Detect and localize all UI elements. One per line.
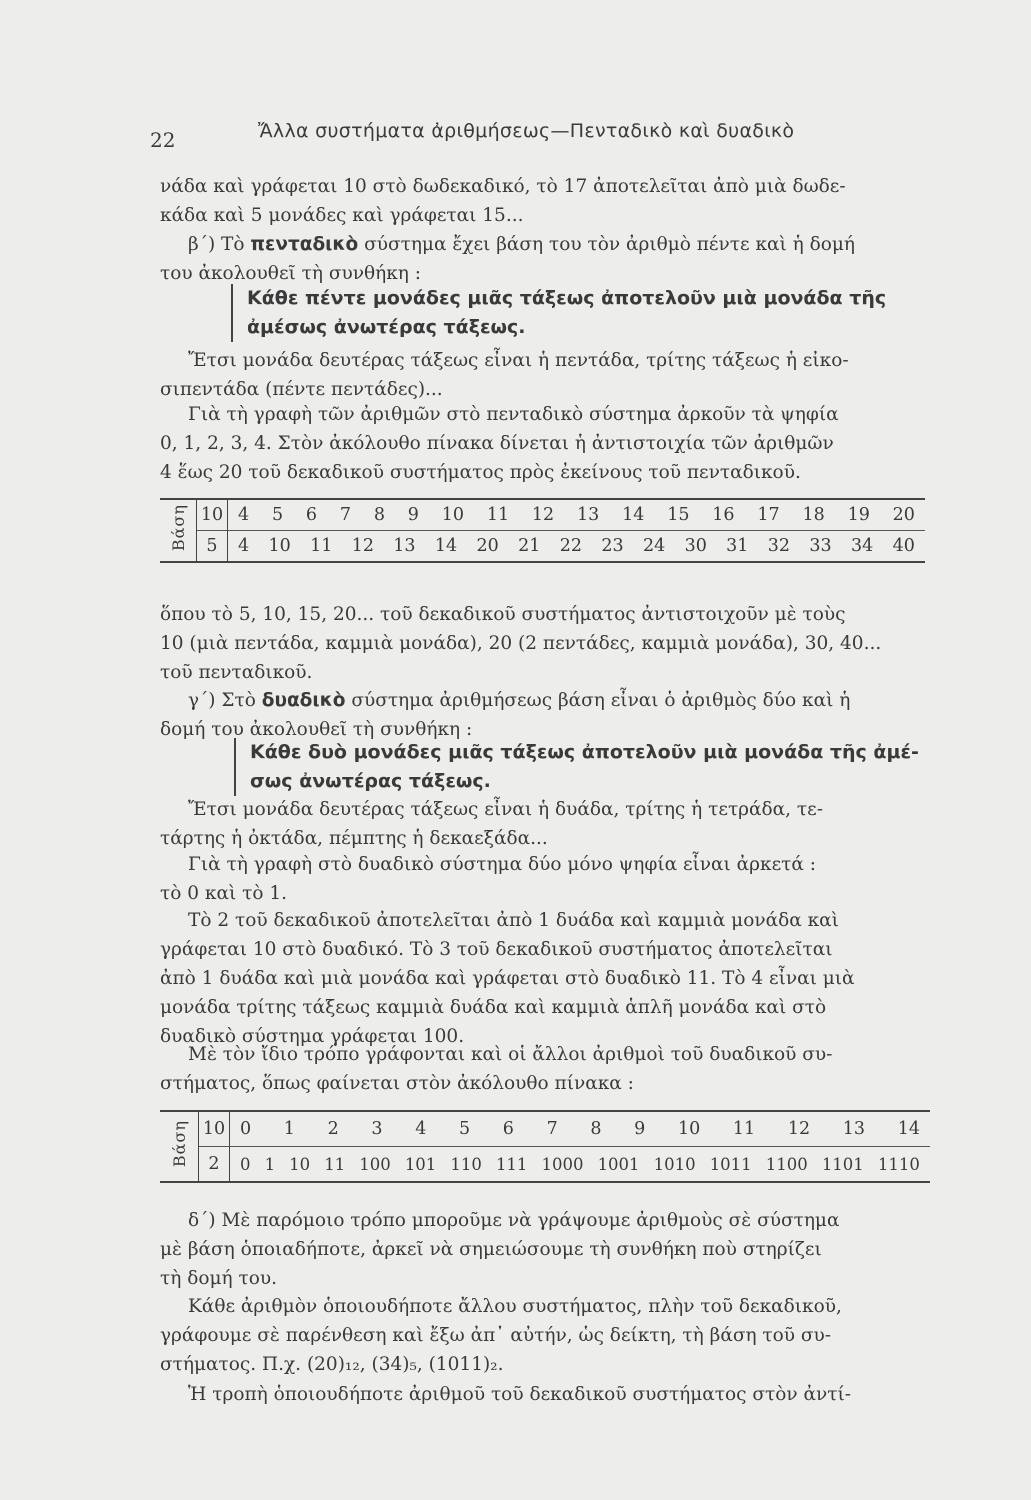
text-line: δομή του ἀκολουθεῖ τὴ συνθήκη : (160, 719, 473, 740)
text-line: Ἔτσι μονάδα δευτέρας τάξεως εἶναι ἡ πεντάδα, τρίτης τάξεως ἡ εἰκο- (188, 350, 849, 371)
text-line: τάρτης ἡ ὀκτάδα, πέμπτης ἡ δεκαεξάδα... (160, 828, 548, 849)
paragraph-13 (160, 1380, 930, 1409)
table-cell: 3 (371, 1119, 383, 1139)
table-cell: 18 (802, 505, 825, 525)
table-cell: 6 (305, 505, 318, 525)
rule-line: ἀμέσως ἀνωτέρας τάξεως. (247, 316, 526, 338)
table-cell: 12 (351, 536, 374, 556)
table-cell: 100 (359, 1154, 391, 1174)
table-binary (160, 1110, 930, 1183)
table-cell: 20 (892, 505, 915, 525)
base-label: Βάση (169, 1120, 189, 1168)
paragraph-8 (160, 850, 930, 908)
paragraph-4 (160, 400, 930, 487)
values-cell (230, 1147, 931, 1183)
table-cell: 32 (767, 536, 791, 556)
table-cell: 30 (684, 536, 707, 556)
table-cell: 101 (404, 1154, 437, 1174)
text-line: 0, 1, 2, 3, 4. Στὸν ἀκόλουθο πίνακα δίνεται ἡ ἀντιστοιχία τῶν ἀριθμῶν (160, 433, 834, 454)
text-line: τὴ δομή του. (160, 1268, 277, 1289)
paragraph-7 (160, 795, 930, 853)
table-cell: 5 (458, 1119, 471, 1139)
table-cell: 33 (809, 536, 832, 556)
values-cell (230, 1111, 931, 1147)
table-cell: 4 (238, 536, 250, 556)
text-line: Κάθε ἀριθμὸν ὁποιουδήποτε ἄλλου συστήματος, πλὴν τοῦ δεκαδικοῦ, (188, 1296, 842, 1317)
table-cell: 10 (441, 505, 464, 525)
text-line (160, 230, 930, 259)
paragraph-6 (160, 686, 930, 744)
paragraph-5 (160, 600, 930, 687)
text-line: γράφεται 10 στὸ δυαδικό. Τὸ 3 τοῦ δεκαδικοῦ συστήματος ἀποτελεῖται (160, 939, 833, 960)
text-fragment: σύστημα ἀριθμήσεως βάση εἶναι ὁ ἀριθμὸς δύο καὶ ἡ (345, 690, 851, 711)
paragraph-11 (160, 1206, 930, 1293)
table-row (160, 531, 925, 563)
table-cell: 19 (847, 505, 870, 525)
running-head: Ἄλλα συστήματα ἀριθμήσεως—Πενταδικὸ καὶ δυαδικὸ (258, 120, 795, 142)
table-cell: 0 (240, 1154, 251, 1174)
table-cell: 7 (546, 1119, 558, 1139)
table-cell: 12 (787, 1119, 811, 1139)
table-cell: 1101 (821, 1154, 864, 1174)
rule-line: Κάθε δυὸ μονάδες μιᾶς τάξεως ἀποτελοῦν μιὰ μονάδα τῆς ἀμέ- (250, 741, 919, 763)
values-cell (228, 499, 926, 531)
values-row (240, 1119, 920, 1139)
base-cell: 5 (197, 531, 228, 563)
term-binary: δυαδικὸ (261, 690, 346, 711)
table-cell: 34 (851, 536, 874, 556)
table-cell: 20 (476, 536, 499, 556)
text-line: δυαδικὸ σύστημα γράφεται 100. (160, 1026, 465, 1047)
paragraph-3 (160, 346, 930, 404)
text-line: Ἔτσι μονάδα δευτέρας τάξεως εἶναι ἡ δυάδα, τρίτης ἡ τετράδα, τε- (188, 799, 824, 820)
text-line: κάδα καὶ 5 μονάδες καὶ γράφεται 15... (160, 205, 524, 226)
table-cell: 15 (667, 505, 690, 525)
table-cell: 40 (892, 536, 915, 556)
table-cell: 1001 (597, 1154, 640, 1174)
table-cell: 14 (622, 505, 645, 525)
text-line: Ἡ τροπὴ ὁποιουδήποτε ἀριθμοῦ τοῦ δεκαδικοῦ συστήματος στὸν ἀντί- (188, 1384, 852, 1405)
rule-line: Κάθε πέντε μονάδες μιᾶς τάξεως ἀποτελοῦν μιὰ μονάδα τῆς (247, 287, 887, 309)
rule-line: σως ἀνωτέρας τάξεως. (250, 770, 491, 792)
base-label-cell (160, 1111, 199, 1182)
text-line: στήματος. Π.χ. (20)₁₂, (34)₅, (1011)₂. (160, 1354, 504, 1375)
text-line: σιπεντάδα (πέντε πεντάδες)... (160, 379, 443, 400)
text-line: Τὸ 2 τοῦ δεκαδικοῦ ἀποτελεῖται ἀπὸ 1 δυάδα καὶ καμμιὰ μονάδα καὶ (188, 910, 839, 931)
table-cell: 1010 (653, 1154, 696, 1174)
table-cell: 5 (271, 505, 284, 525)
table-cell: 0 (240, 1119, 252, 1139)
table-cell: 14 (897, 1119, 920, 1139)
table-cell: 31 (726, 536, 749, 556)
base-label-cell (160, 499, 197, 562)
table-cell: 23 (601, 536, 624, 556)
rule-box-pentadic (231, 284, 886, 342)
table-cell: 12 (531, 505, 555, 525)
table-cell: 21 (518, 536, 541, 556)
base-cell: 10 (197, 499, 228, 531)
table-cell: 8 (590, 1119, 602, 1139)
table-cell: 1011 (709, 1154, 752, 1174)
table-cell: 1 (283, 1119, 295, 1139)
text-line: Γιὰ τὴ γραφὴ τῶν ἀριθμῶν στὸ πενταδικὸ σύστημα ἀρκοῦν τὰ ψηφία (188, 404, 839, 425)
table-cell: 11 (486, 505, 510, 525)
table-cell: 1000 (541, 1154, 584, 1174)
text-line: Μὲ τὸν ἴδιο τρόπο γράφονται καὶ οἱ ἄλλοι ἀριθμοὶ τοῦ δυαδικοῦ συ- (188, 1044, 833, 1065)
table-cell: 6 (502, 1119, 514, 1139)
text-line: 10 (μιὰ πεντάδα, καμμιὰ μονάδα), 20 (2 πεντάδες, καμμιὰ μονάδα), 30, 40... (160, 633, 882, 654)
table-cell: 8 (373, 505, 385, 525)
text-line: ἀπὸ 1 δυάδα καὶ μιὰ μονάδα καὶ γράφεται στὸ δυαδικὸ 11. Τὸ 4 εἶναι μιὰ (160, 968, 855, 989)
paragraph-2 (160, 230, 930, 288)
values-row (238, 505, 915, 525)
text-line: μὲ βάση ὁποιαδήποτε, ἀρκεῖ νὰ σημειώσουμε τὴ συνθήκη ποὺ στηρίζει (160, 1239, 822, 1260)
text-fragment: β΄) Τὸ (188, 234, 251, 255)
base-cell: 2 (199, 1147, 230, 1183)
table-cell: 2 (327, 1119, 339, 1139)
table-cell: 1100 (765, 1154, 808, 1174)
paragraph-9 (160, 906, 930, 1051)
table-cell: 1 (264, 1154, 276, 1174)
table-pentadic (160, 498, 925, 563)
base-cell: 10 (199, 1111, 230, 1147)
table-cell: 11 (310, 536, 333, 556)
table-cell: 9 (634, 1119, 646, 1139)
table-row (160, 1147, 930, 1183)
table-cell: 1110 (877, 1154, 920, 1174)
table-cell: 110 (450, 1154, 482, 1174)
table-cell: 111 (495, 1154, 528, 1174)
text-line: μονάδα τρίτης τάξεως καμμιὰ δυάδα καὶ καμμιὰ ἁπλῆ μονάδα καὶ στὸ (160, 997, 827, 1018)
values-row (238, 536, 915, 556)
table-cell: 13 (577, 505, 600, 525)
text-line: στήματος, ὅπως φαίνεται στὸν ἀκόλουθο πίνακα : (160, 1073, 634, 1094)
text-line: γράφουμε σὲ παρένθεση καὶ ἔξω ἀπ᾽ αὐτήν, ὡς δείκτη, τὴ βάση τοῦ συ- (160, 1325, 832, 1346)
values-row (240, 1155, 920, 1174)
table-cell: 7 (339, 505, 351, 525)
rule-box-binary (234, 738, 919, 796)
page-number: 22 (150, 128, 176, 152)
table-cell: 14 (434, 536, 458, 556)
text-line: τὸ 0 καὶ τὸ 1. (160, 883, 287, 904)
table-cell: 17 (757, 505, 780, 525)
table-cell: 11 (732, 1119, 756, 1139)
table-cell: 22 (559, 536, 583, 556)
table-cell: 4 (415, 1119, 427, 1139)
table-cell: 16 (712, 505, 735, 525)
table-cell: 4 (238, 505, 250, 525)
table-cell: 24 (642, 536, 666, 556)
table-row (160, 1111, 930, 1147)
paragraph-12 (160, 1292, 930, 1379)
table-cell: 13 (842, 1119, 866, 1139)
text-line: τοῦ πενταδικοῦ. (160, 662, 313, 683)
table-cell: 10 (677, 1119, 701, 1139)
paragraph-1 (160, 172, 930, 230)
base-label: Βάση (168, 504, 188, 552)
text-line: του ἀκολουθεῖ τὴ συνθήκη : (160, 263, 421, 284)
table-cell: 10 (268, 536, 291, 556)
text-line: Γιὰ τὴ γραφὴ στὸ δυαδικὸ σύστημα δύο μόνο ψηφία εἶναι ἀρκετά : (188, 854, 817, 875)
values-cell (228, 531, 926, 563)
table-cell: 10 (289, 1154, 311, 1174)
text-line (160, 686, 930, 715)
text-line: 4 ἕως 20 τοῦ δεκαδικοῦ συστήματος πρὸς ἐκείνους τοῦ πενταδικοῦ. (160, 462, 801, 483)
text-line: ὅπου τὸ 5, 10, 15, 20... τοῦ δεκαδικοῦ συστήματος ἀντιστοιχοῦν μὲ τοὺς (160, 604, 846, 625)
text-fragment: γ΄) Στὸ (188, 690, 262, 711)
table-cell: 13 (393, 536, 416, 556)
table-cell: 9 (407, 505, 419, 525)
table-cell: 11 (324, 1154, 346, 1174)
text-line: δ΄) Μὲ παρόμοιο τρόπο μποροῦμε νὰ γράψουμε ἀριθμοὺς σὲ σύστημα (188, 1210, 840, 1231)
table-row (160, 499, 925, 531)
paragraph-10 (160, 1040, 930, 1098)
text-fragment: σύστημα ἔχει βάση του τὸν ἀριθμὸ πέντε καὶ ἡ δομή (358, 234, 855, 255)
term-pentadic: πενταδικὸ (250, 234, 359, 255)
text-line: νάδα καὶ γράφεται 10 στὸ δωδεκαδικό, τὸ 17 ἀποτελεῖται ἀπὸ μιὰ δωδε- (160, 176, 846, 197)
